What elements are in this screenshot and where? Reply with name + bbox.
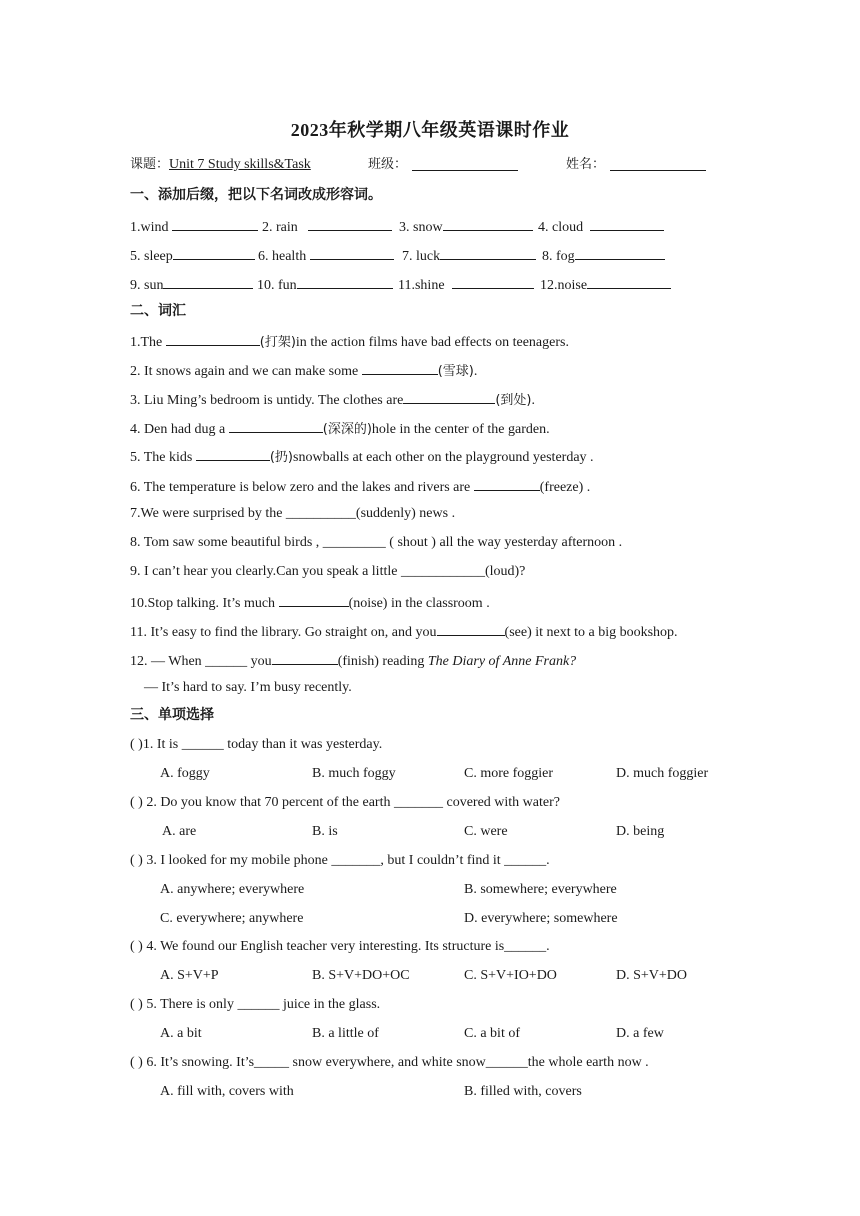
vocab-q4: 4. Den had dug a (深深的)hole in the center of the garden.	[130, 418, 550, 439]
mc-option[interactable]: C. were	[464, 824, 508, 839]
s1-item: 3. snow	[399, 216, 533, 237]
s1-item: 7. luck	[402, 245, 536, 266]
mc-option[interactable]: D. a few	[616, 1026, 664, 1041]
class-label: 班级：	[368, 157, 408, 172]
mc-q5: ( ) 5. There is only ______ juice in the glass.	[130, 997, 381, 1012]
mc-option[interactable]: B. filled with, covers	[464, 1084, 582, 1099]
mc-option[interactable]: B. somewhere; everywhere	[464, 882, 617, 897]
mc-option[interactable]: C. everywhere; anywhere	[160, 911, 304, 926]
vocab-q2: 2. It snows again and we can make some (雪球).	[130, 360, 477, 381]
s1-item: 9. sun	[130, 274, 253, 295]
mc-option[interactable]: C. more foggier	[464, 766, 554, 781]
topic-value: Unit 7 Study skills&Task	[169, 157, 311, 172]
vocab-q12: 12. — When ______ you (finish) reading The Diary of Anne Frank?	[130, 650, 576, 671]
vocab-q6: 6. The temperature is below zero and the lakes and rivers are (freeze) .	[130, 476, 590, 497]
vocab-q12-reply: — It’s hard to say. I’m busy recently.	[144, 680, 352, 695]
page-title: 2023年秋学期八年级英语课时作业	[290, 120, 570, 140]
s1-item: 6. health	[258, 245, 394, 266]
class-field[interactable]	[412, 156, 518, 177]
s1-item: 1.wind	[130, 216, 258, 237]
s1-item: 11.shine	[398, 274, 534, 295]
section3-heading: 三、单项选择	[130, 707, 214, 723]
vocab-q1: 1.The (打架)in the action films have bad effects on teenagers.	[130, 331, 569, 352]
name-label: 姓名：	[566, 157, 606, 172]
vocab-q5: 5. The kids (扔)snowballs at each other on the playground yesterday .	[130, 446, 594, 467]
mc-q4: ( ) 4. We found our English teacher very interesting. Its structure is______.	[130, 939, 550, 954]
mc-option[interactable]: D. being	[616, 824, 665, 839]
mc-option[interactable]: A. anywhere; everywhere	[160, 882, 305, 897]
mc-option[interactable]: A. a bit	[160, 1026, 202, 1041]
mc-q2: ( ) 2. Do you know that 70 percent of the earth _______ covered with water?	[130, 795, 560, 810]
mc-option[interactable]: B. S+V+DO+OC	[312, 968, 410, 983]
s1-item: 4. cloud	[538, 216, 664, 237]
mc-option[interactable]: B. much foggy	[312, 766, 396, 781]
vocab-q7: 7.We were surprised by the __________(suddenly) news .	[130, 506, 456, 521]
mc-option[interactable]: D. everywhere; somewhere	[464, 911, 618, 926]
mc-option[interactable]: A. are	[162, 824, 197, 839]
mc-option[interactable]: C. S+V+IO+DO	[464, 968, 557, 983]
mc-option[interactable]: C. a bit of	[464, 1026, 520, 1041]
mc-option[interactable]: A. S+V+P	[160, 968, 219, 983]
mc-option[interactable]: B. is	[312, 824, 338, 839]
section2-heading: 二、词汇	[130, 303, 186, 319]
vocab-q3: 3. Liu Ming’s bedroom is untidy. The clothes are (到处).	[130, 389, 535, 410]
s1-item: 5. sleep	[130, 245, 255, 266]
mc-option[interactable]: B. a little of	[312, 1026, 379, 1041]
vocab-q11: 11. It’s easy to find the library. Go straight on, and you (see) it next to a big bookshop.	[130, 621, 678, 642]
section1-heading: 一、添加后缀，把以下名词改成形容词。	[130, 187, 382, 203]
name-field[interactable]	[610, 156, 706, 177]
vocab-q10: 10.Stop talking. It’s much (noise) in the classroom .	[130, 592, 490, 613]
mc-option[interactable]: A. foggy	[160, 766, 210, 781]
topic-label: 课题：	[130, 157, 170, 172]
mc-option[interactable]: A. fill with, covers with	[160, 1084, 294, 1099]
header-row	[130, 156, 311, 174]
mc-q3: ( ) 3. I looked for my mobile phone _______, but I couldn’t find it ______.	[130, 853, 550, 868]
s1-item: 10. fun	[257, 274, 393, 295]
mc-q1: ( )1. It is ______ today than it was yesterday.	[130, 737, 383, 752]
vocab-q9: 9. I can’t hear you clearly.Can you speak a little ____________(loud)?	[130, 564, 526, 579]
s1-item: 12.noise	[540, 274, 671, 295]
mc-option[interactable]: D. much foggier	[616, 766, 709, 781]
mc-option[interactable]: D. S+V+DO	[616, 968, 688, 983]
vocab-q8: 8. Tom saw some beautiful birds , _________ ( shout ) all the way yesterday afternoon .	[130, 535, 623, 550]
mc-q6: ( ) 6. It’s snowing. It’s_____ snow everywhere, and white snow______the whole earth now .	[130, 1055, 649, 1070]
s1-item: 8. fog	[542, 245, 665, 266]
s1-item: 2. rain	[262, 216, 392, 237]
